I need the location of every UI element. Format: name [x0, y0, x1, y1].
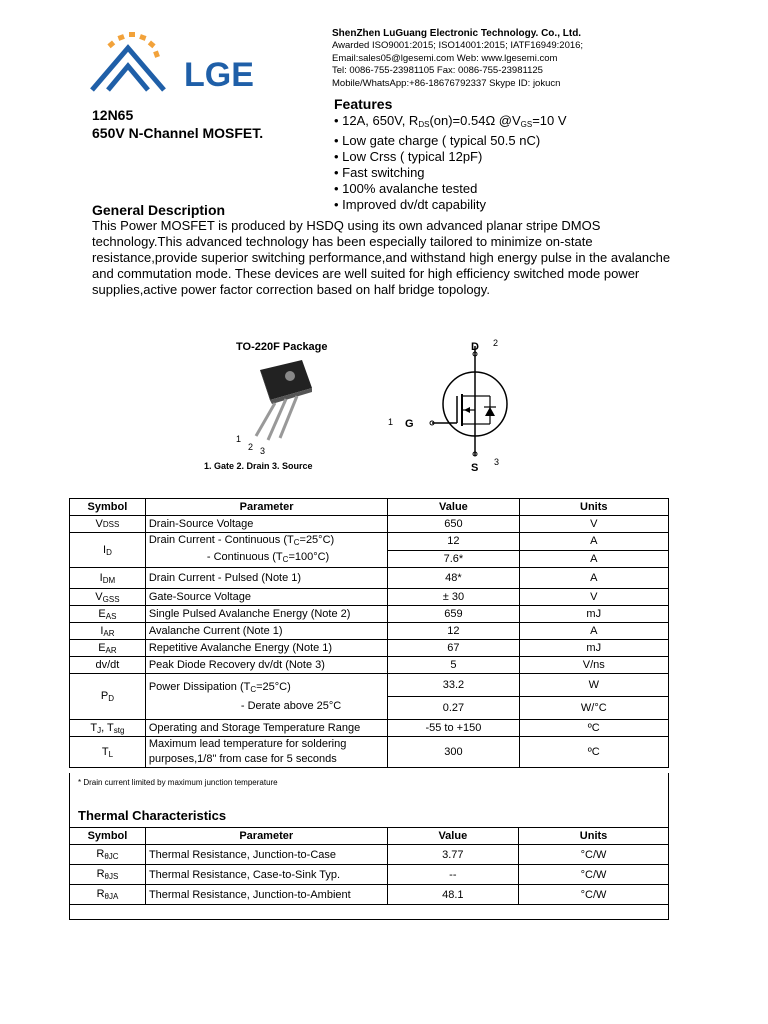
symbol-cell: $E_{AR}$ — [70, 640, 146, 657]
drain-current-note: * Drain current limited by maximum junction temperature — [78, 778, 278, 787]
symbol-cell: $T_J$, $T_{stg}$ — [70, 720, 146, 737]
parameter-cell: Maximum lead temperature for soldering purposes,1/8" from case for 5 seconds — [145, 737, 387, 768]
logo-text: LGE — [184, 56, 254, 94]
value-cell: 300 — [388, 737, 519, 768]
table-row — [70, 845, 669, 865]
header-parameter: Parameter — [145, 828, 387, 845]
table-row — [70, 674, 669, 697]
symbol-cell: $E_{AS}$ — [70, 606, 146, 623]
symbol-cell: $I_D$ — [70, 533, 146, 568]
header-parameter: Parameter — [145, 499, 387, 516]
thermal-title: Thermal Characteristics — [78, 808, 227, 823]
value-cell: 659 — [388, 606, 519, 623]
parameter-cell: Operating and Storage Temperature Range — [145, 720, 387, 737]
value-cell: 33.2 — [388, 674, 519, 697]
header-symbol: Symbol — [70, 499, 146, 516]
pin-label: 2 — [248, 442, 254, 452]
company-name: ShenZhen LuGuang Electronic Technology. Co., Ltd. — [332, 28, 582, 39]
value-cell: -55 to +150 — [388, 720, 519, 737]
mosfet-symbol-icon — [380, 336, 520, 476]
table-row — [70, 533, 669, 551]
unit-cell: W/°C — [519, 697, 668, 720]
features-section — [334, 96, 567, 213]
part-description: 650V N-Channel MOSFET. — [92, 125, 264, 141]
unit-cell: V/ns — [519, 657, 668, 674]
table-row — [70, 568, 669, 589]
header-value: Value — [388, 499, 519, 516]
value-cell: 67 — [388, 640, 519, 657]
drain-label: D — [471, 341, 479, 353]
symbol-cell: $R_{\theta JA}$ — [70, 885, 146, 905]
header-units: Units — [519, 828, 669, 845]
pin-label: 3 — [260, 446, 266, 456]
parameter-cell: Peak Diode Recovery dv/dt (Note 3) — [145, 657, 387, 674]
header-value: Value — [387, 828, 519, 845]
pin-label: 1 — [236, 434, 242, 444]
unit-cell: °C/W — [519, 865, 669, 885]
header-symbol: Symbol — [70, 828, 146, 845]
unit-cell: ºC — [519, 737, 668, 768]
parameter-cell: Drain Current - Pulsed (Note 1) — [145, 568, 387, 589]
parameter-cell: Gate-Source Voltage — [145, 589, 387, 606]
source-label: S — [471, 462, 479, 474]
company-line: Tel: 0086-755-23981105 Fax: 0086-755-23981125 — [332, 65, 543, 77]
table-row — [70, 516, 669, 533]
gate-label: G — [405, 418, 414, 430]
parameter-cell: Thermal Resistance, Junction-to-Ambient — [145, 885, 387, 905]
value-cell: 48.1 — [387, 885, 519, 905]
table-row — [70, 737, 669, 768]
symbol-cell: $I_{AR}$ — [70, 623, 146, 640]
source-pin-label: 3 — [494, 457, 500, 467]
company-header — [332, 28, 752, 90]
symbol-cell: $R_{\theta JC}$ — [70, 845, 146, 865]
parameter-cell: Drain-Source Voltage — [145, 516, 387, 533]
symbol-cell: $I_{DM}$ — [70, 568, 146, 589]
unit-cell: °C/W — [519, 885, 669, 905]
table-row — [70, 589, 669, 606]
parameter-cell: Single Pulsed Avalanche Energy (Note 2) — [145, 606, 387, 623]
package-image — [230, 358, 320, 458]
value-cell: 650 — [388, 516, 519, 533]
unit-cell: V — [519, 589, 668, 606]
value-cell: 5 — [388, 657, 519, 674]
value-cell: 0.27 — [388, 697, 519, 720]
mosfet-schematic — [380, 336, 520, 476]
symbol-cell: $P_D$ — [70, 674, 146, 720]
table-row — [70, 885, 669, 905]
value-cell: 12 — [388, 623, 519, 640]
package-title: TO-220F Package — [236, 341, 328, 353]
table-row — [70, 640, 669, 657]
unit-cell: V — [519, 516, 668, 533]
to220f-package-icon — [230, 358, 320, 458]
feature-item: • Low gate charge ( typical 50.5 nC) — [334, 133, 567, 149]
part-number: 12N65 — [92, 107, 134, 123]
company-line: Awarded ISO9001:2015; ISO14001:2015; IATF16949:2016; — [332, 40, 584, 52]
table-header-row — [70, 828, 669, 845]
lge-logo-graphic — [88, 28, 278, 98]
table-row — [70, 865, 669, 885]
thermal-table — [69, 827, 669, 905]
value-cell: ± 30 — [388, 589, 519, 606]
general-text: This Power MOSFET is produced by HSDQ using its own advanced planar stripe DMOS technology.This advanced technology has been especially tailored to minimize on-state resistance,provide superior switching performance,and withstand high energy pulse in the avalanche and commutation mode. These devices are well suited for high efficiency switched mode power supplies,active power factor correction based on half bridge topology. — [92, 218, 671, 297]
unit-cell: W — [519, 674, 668, 697]
gate-pin-label: 1 — [388, 417, 394, 427]
unit-cell: A — [519, 623, 668, 640]
part-title — [92, 106, 263, 142]
parameter-cell: Power Dissipation $(T_C=25^\circ C)$ - Derate above 25°C — [145, 674, 387, 720]
absolute-ratings-table — [69, 498, 669, 768]
parameter-cell: Repetitive Avalanche Energy (Note 1) — [145, 640, 387, 657]
unit-cell: A — [519, 550, 668, 568]
table-header-row — [70, 499, 669, 516]
feature-item: • 100% avalanche tested — [334, 181, 567, 197]
value-cell: 7.6* — [388, 550, 519, 568]
unit-cell: mJ — [519, 640, 668, 657]
company-line: Mobile/WhatsApp:+86-18676792337 Skype ID: jokucn — [332, 77, 561, 89]
header-units: Units — [519, 499, 668, 516]
table-row — [70, 623, 669, 640]
parameter-cell: Thermal Resistance, Junction-to-Case — [145, 845, 387, 865]
symbol-cell: $V_{GSS}$ — [70, 589, 146, 606]
symbol-cell: $T_L$ — [70, 737, 146, 768]
general-description — [92, 202, 692, 298]
parameter-cell: Avalanche Current (Note 1) — [145, 623, 387, 640]
table-row — [70, 720, 669, 737]
unit-cell: °C/W — [519, 845, 669, 865]
company-logo — [88, 28, 278, 98]
symbol-cell: VDSS — [70, 516, 146, 533]
feature-item: • Low Crss ( typical 12pF) — [334, 149, 567, 165]
feature-item: • Improved dv/dt capability — [334, 197, 567, 213]
drain-pin-label: 2 — [493, 338, 499, 348]
general-title: General Description — [92, 202, 226, 218]
parameter-cell: Thermal Resistance, Case-to-Sink Typ. — [145, 865, 387, 885]
value-cell: 12 — [388, 533, 519, 551]
value-cell: -- — [387, 865, 519, 885]
unit-cell: A — [519, 533, 668, 551]
feature-item: • 12A, 650V, $R_{DS}(on)=0.54\Omega$ $@V_{GS}=10$ V — [334, 113, 567, 133]
company-line: Email:sales05@lgesemi.com Web: www.lgesemi.com — [332, 52, 558, 64]
symbol-cell: dv/dt — [70, 657, 146, 674]
parameter-cell: Drain Current - Continuous $(T_C=25^\circ C)$ - Continuous $(T_C=100^\circ C)$ — [145, 533, 387, 568]
table-row — [70, 657, 669, 674]
package-caption: 1. Gate 2. Drain 3. Source — [204, 461, 313, 471]
value-cell: 3.77 — [387, 845, 519, 865]
value-cell: 48* — [388, 568, 519, 589]
symbol-cell: $R_{\theta JS}$ — [70, 865, 146, 885]
unit-cell: mJ — [519, 606, 668, 623]
features-title: Features — [334, 96, 393, 112]
table-row — [70, 606, 669, 623]
unit-cell: A — [519, 568, 668, 589]
feature-item: • Fast switching — [334, 165, 567, 181]
unit-cell: ºC — [519, 720, 668, 737]
